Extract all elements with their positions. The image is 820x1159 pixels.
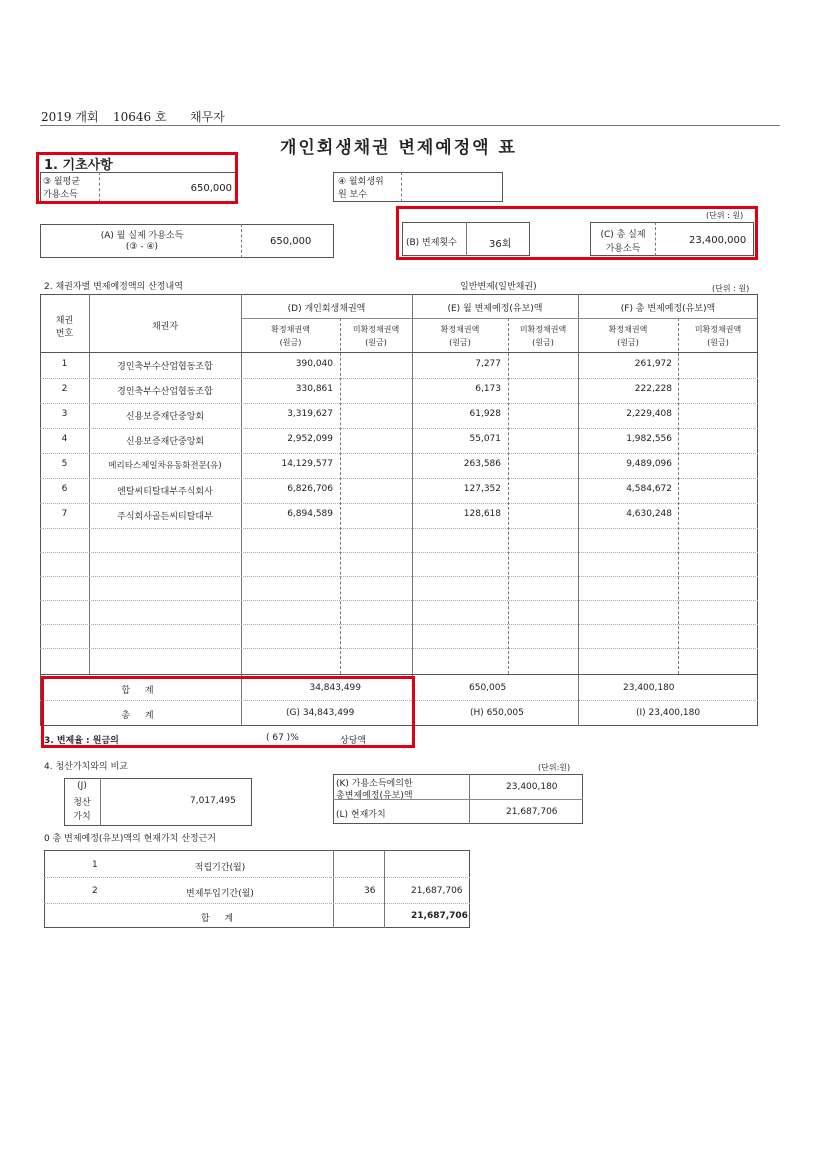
total-i: (I) 23,400,180 [636,708,701,718]
repayment-ratio-suffix: 상당액 [340,736,367,746]
subtotal-f: 23,400,180 [623,683,675,693]
total-label: 총 계 [121,711,160,721]
subtotal-e: 650,005 [469,683,507,693]
header-e-confirmed-cash: (원금) [449,338,471,347]
header-e: (E) 월 변제예정(유보)액 [447,304,543,314]
trustee-fee-label-2: 원 보수 [338,190,367,200]
monthly-income-label-1: ③ 월평균 [43,177,81,187]
section5-title: 0 총 변제예정(유보)액의 현재가치 산정근거 [44,834,216,844]
header-creditor: 채권자 [151,322,179,332]
available-income-value: 650,000 [270,236,312,247]
highlight-monthly-income [36,152,238,204]
liquidation-label-3: 가치 [73,812,91,822]
l-label: (L) 현재가치 [336,810,386,820]
trustee-fee-label-1: ④ 월회생위 [338,177,384,187]
repayment-ratio-value: ( 67 )% [266,733,299,743]
header-rule [40,125,780,126]
total-g: (G) 34,843,499 [286,708,355,718]
trustee-fee-divider [401,172,402,202]
repayment-count-value: 36회 [489,239,512,250]
page-title: 개인회생채권 변제예정액 표 [280,138,517,158]
header-case-no: 10646 호 [113,110,167,124]
section2-title: 2. 채권자별 변제예정액의 산정내역 [44,282,183,292]
header-f-confirmed: 확정채권액 [608,325,648,334]
unit-label-1: (단위 : 원) [706,211,744,220]
header-d: (D) 개인회생채권액 [287,304,366,314]
section4-title: 4. 청산가치와의 비교 [44,762,128,772]
monthly-income-label-2: 가용소득 [43,190,78,200]
highlight-totals [41,676,415,748]
header-no-2: 번호 [55,329,74,339]
available-income-label-1: (A) 월 실제 가용소득 [100,231,184,241]
header-year-case: 2019 개회 [41,110,99,124]
header-e-unconfirmed: 미확정채권액 [519,325,567,334]
unit-label-2: (단위 : 원) [712,284,750,293]
present-value-total-label: 합 계 [200,914,240,924]
highlight-repayment-summary [396,206,758,260]
header-f-unconfirmed-cash: (원금) [707,338,729,347]
header-debtor-label: 채무자 [190,110,225,124]
total-income-label-2: 가용소득 [605,244,641,254]
header-f: (F) 총 변제예정(유보)액 [620,304,716,314]
header-d-confirmed: 확정채권액 [271,325,310,334]
header-no-1: 채권 [55,316,74,326]
header-d-unconfirmed-cash: (원금) [365,338,387,347]
k-value: 23,400,180 [506,782,558,792]
liquidation-value: 7,017,495 [190,796,236,806]
available-income-label-2: (③ - ④) [125,242,159,252]
total-income-label-1: (C) 총 실제 [600,230,646,240]
total-income-value: 23,400,000 [689,235,747,246]
header-f-unconfirmed: 미확정채권액 [694,325,742,334]
k-label-1: (K) 가용소득에의한 [336,779,413,789]
l-value: 21,687,706 [506,807,558,817]
repayment-type: 일반변제(일반채권) [460,282,537,292]
repayment-ratio-label: 3. 변제율 : 원금의 [44,736,119,746]
liquidation-label-1: (J) [77,781,87,791]
monthly-income-value: 650,000 [190,183,232,194]
k-label-2: 총변제예정(유보)액 [336,791,413,801]
present-value-total: 21,687,706 [411,911,468,921]
header-f-confirmed-cash: (원금) [617,338,639,347]
total-h: (H) 650,005 [470,708,524,718]
available-income-divider [241,224,242,258]
liquidation-label-2: 청산 [73,798,91,808]
header-d-confirmed-cash: (원금) [279,338,302,347]
subtotal-d: 34,843,499 [309,683,361,693]
section1-title: 1. 기초사항 [44,158,113,173]
subtotal-label: 합 계 [121,686,160,696]
header-e-unconfirmed-cash: (원금) [532,338,554,347]
header-e-confirmed: 확정채권액 [440,325,480,334]
repayment-count-label: (B) 변제횟수 [406,238,457,248]
header-d-unconfirmed: 미확정채권액 [352,325,400,334]
unit-label-3: (단위:원) [538,763,571,772]
